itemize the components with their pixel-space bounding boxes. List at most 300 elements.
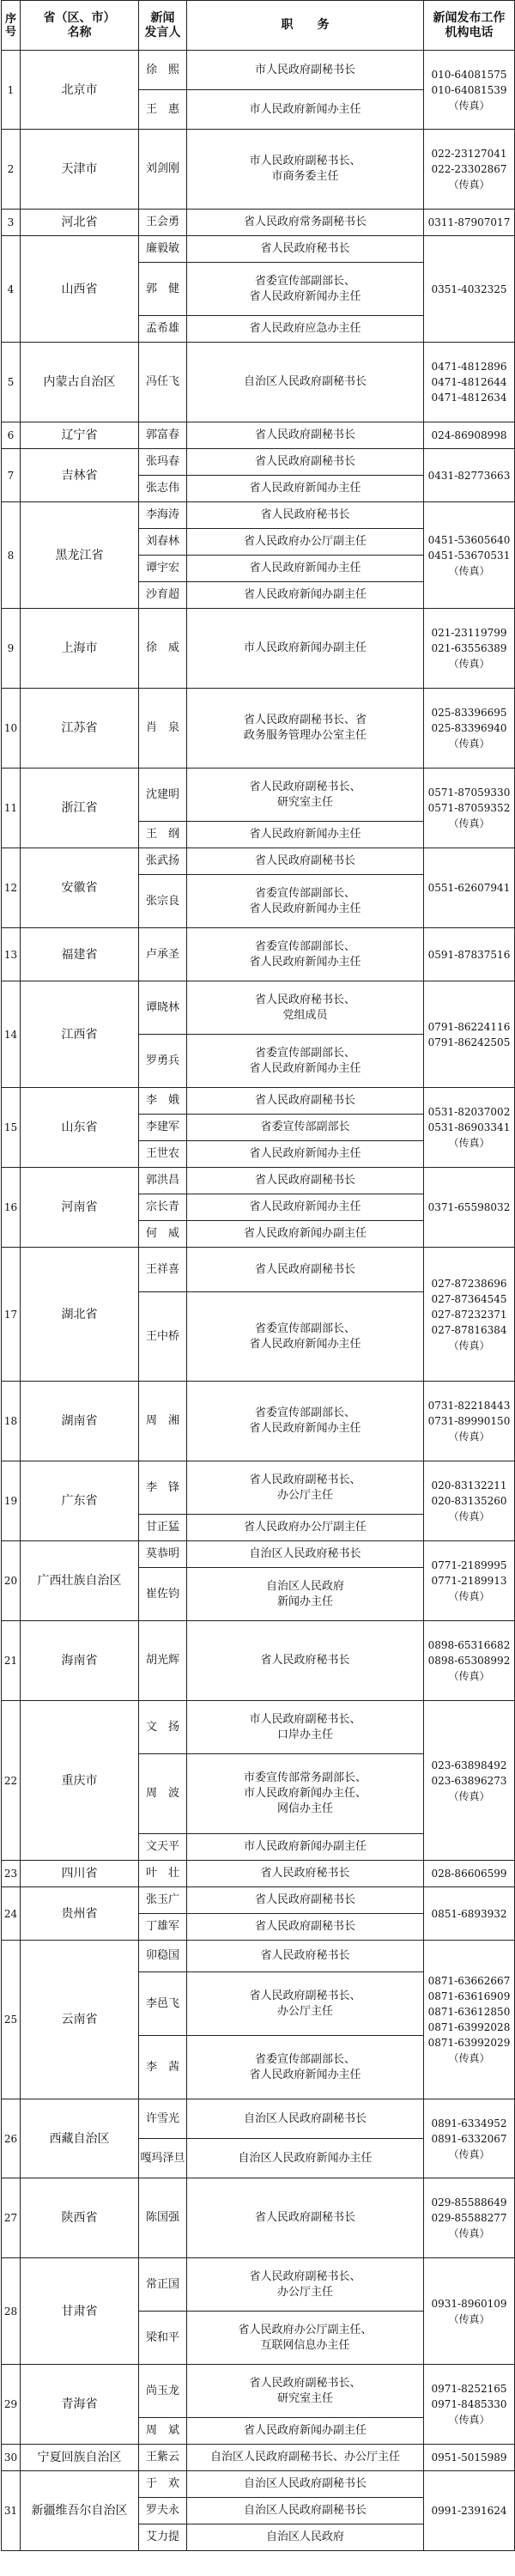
province-name: 海南省: [21, 1621, 139, 1701]
spokesperson-name: 莫恭明: [139, 1541, 187, 1568]
duty-line: 自治区人民政府: [265, 1579, 344, 1593]
phone-cell: [424, 422, 515, 449]
phone-number: 0851-6893932: [431, 1907, 507, 1920]
spokesperson-name: 崔佐钧: [139, 1568, 187, 1621]
duty-cell: [187, 1834, 424, 1861]
duty-line: 省人民政府副秘书长: [254, 1920, 355, 1933]
phone-number: 0591-87837516: [427, 948, 511, 961]
spokesperson-name: 王祥喜: [139, 1248, 187, 1292]
phone-cell: [424, 1541, 515, 1621]
duty-cell: [187, 556, 424, 582]
province-name: 辽宁省: [21, 422, 139, 449]
duty-cell: [187, 1221, 424, 1248]
header-duty: 职 务: [187, 1, 424, 51]
duty-line: 省人民政府办公厅副主任、: [238, 2323, 373, 2336]
duty-cell: [187, 2258, 424, 2312]
duty-line: 自治区人民政府副秘书长: [243, 2477, 367, 2490]
province-name: 山东省: [21, 1088, 139, 1168]
spokesperson-name: 郭洪昌: [139, 1168, 187, 1194]
phone-number: 0951-5015989: [431, 2451, 507, 2464]
duty-cell: [187, 316, 424, 343]
spokesperson-table: [1, 0, 515, 2551]
row-number: 20: [2, 1541, 21, 1621]
fax-label: （传真）: [448, 2052, 490, 2064]
spokesperson-name: 徐 威: [139, 609, 187, 689]
fax-label: （传真）: [448, 2312, 490, 2325]
province-name: 西藏自治区: [21, 2099, 139, 2178]
duty-cell: [187, 130, 424, 210]
phone-number: 0571-87059330: [427, 787, 511, 799]
phone-number: 0471-4812634: [431, 392, 507, 404]
phone-number: 025-83396940: [431, 722, 507, 734]
duty-cell: [187, 1088, 424, 1115]
fax-label: （传真）: [448, 1339, 490, 1352]
phone-cell: [424, 609, 515, 689]
duty-cell: [187, 609, 424, 689]
row-number: 13: [2, 928, 21, 981]
header-phone: [424, 1, 515, 51]
province-name: 河北省: [21, 210, 139, 236]
duty-line: 自治区人民政府副秘书长: [243, 2504, 367, 2517]
fax-label: （传真）: [448, 817, 490, 829]
duty-line: 自治区人民政府副秘书长: [243, 375, 367, 388]
table-row: [2, 769, 515, 822]
duty-cell: [187, 848, 424, 875]
province-name: 广西壮族自治区: [21, 1541, 139, 1621]
phone-number: 0471-4812896: [431, 361, 507, 373]
duty-cell: [187, 1141, 424, 1168]
duty-cell: [187, 1621, 424, 1701]
spokesperson-name: 文 扬: [139, 1701, 187, 1754]
duty-cell: [187, 2471, 424, 2498]
table-row: [2, 422, 515, 449]
duty-line: 市人民政府新闻办主任、: [243, 1787, 367, 1800]
spokesperson-name: 李邑飞: [139, 1972, 187, 2036]
phone-cell: [424, 1168, 515, 1248]
phone-number: 027-87364545: [431, 1292, 507, 1305]
duty-cell: [187, 2178, 424, 2258]
table-row: [2, 2471, 515, 2498]
duty-cell: [187, 875, 424, 928]
phone-cell: [424, 51, 515, 130]
header-spokesperson-line1: 新闻: [150, 10, 175, 25]
duty-line: 省人民政府秘书长: [260, 242, 350, 255]
fax-label: （传真）: [448, 179, 490, 191]
fax-label: （传真）: [448, 658, 490, 670]
spokesperson-name: 沙育超: [139, 582, 187, 609]
phone-number: 022-23302867: [431, 163, 507, 175]
phone-cell: [424, 1461, 515, 1541]
duty-line: 口岸办主任: [276, 1728, 333, 1741]
phone-number: 0731-89990150: [427, 1415, 511, 1427]
row-number: 19: [2, 1461, 21, 1541]
table-row: [2, 1701, 515, 1754]
province-name: 湖北省: [21, 1248, 139, 1382]
row-number: 21: [2, 1621, 21, 1701]
duty-cell: [187, 343, 424, 422]
header-spokesperson: [139, 1, 187, 51]
header-phone-line1: 新闻发布工作: [433, 10, 506, 25]
row-number: 31: [2, 2471, 21, 2551]
duty-line: 市人民政府新闻办副主任: [243, 641, 367, 654]
table-row: [2, 689, 515, 769]
province-name: 山西省: [21, 236, 139, 343]
duty-line: 省人民政府常务副秘书长: [243, 216, 367, 228]
province-name: 贵州省: [21, 1887, 139, 1941]
duty-line: 省人民政府新闻办主任: [249, 482, 361, 495]
row-number: 14: [2, 981, 21, 1088]
row-number: 6: [2, 422, 21, 449]
duty-cell: [187, 689, 424, 769]
duty-line: 市人民政府副秘书长、: [249, 1712, 361, 1726]
duty-line: 省人民政府副秘书长: [254, 428, 355, 441]
row-number: 30: [2, 2445, 21, 2471]
table-row: [2, 1541, 515, 1568]
province-name: 天津市: [21, 130, 139, 210]
province-name: 福建省: [21, 928, 139, 981]
row-number: 17: [2, 1248, 21, 1382]
row-number: 2: [2, 130, 21, 210]
table-row: [2, 1382, 515, 1461]
duty-line: 政务服务管理办公室主任: [243, 729, 367, 742]
duty-cell: [187, 1115, 424, 1141]
duty-line: 省人民政府副秘书长: [254, 2211, 355, 2224]
spokesperson-name: 王 惠: [139, 90, 187, 130]
spokesperson-name: 肖 泉: [139, 689, 187, 769]
spokesperson-name: 冯任飞: [139, 343, 187, 422]
phone-cell: [424, 1382, 515, 1461]
duty-line: 党组成员: [282, 1008, 328, 1022]
spokesperson-name: 卯稳国: [139, 1941, 187, 1972]
duty-line: 新闻办主任: [276, 1595, 333, 1608]
duty-cell: [187, 1754, 424, 1834]
table-row: [2, 928, 515, 981]
duty-cell: [187, 1292, 424, 1382]
phone-number: 0531-86903341: [427, 1121, 511, 1133]
phone-number: 0898-65308992: [427, 1655, 511, 1667]
phone-number: 027-87816384: [431, 1323, 507, 1336]
spokesperson-table-page: [1, 0, 514, 2576]
duty-cell: [187, 502, 424, 529]
fax-label: （传真）: [448, 1137, 490, 1149]
province-name: 江苏省: [21, 689, 139, 769]
spokesperson-name: 王会勇: [139, 210, 187, 236]
row-number: 5: [2, 343, 21, 422]
row-number: 4: [2, 236, 21, 343]
province-name: 黑龙江省: [21, 502, 139, 609]
duty-line: 省人民政府新闻办主任: [249, 955, 361, 969]
phone-number: 0971-8485330: [431, 2398, 507, 2410]
duty-line: 省人民政府新闻办主任: [249, 1337, 361, 1351]
phone-number: 0451-53605640: [427, 533, 511, 546]
duty-line: 省委宣传部副部长: [260, 1121, 350, 1133]
duty-line: 省人民政府副秘书长、: [249, 1989, 361, 2002]
duty-line: 省人民政府新闻办主任: [249, 902, 361, 915]
spokesperson-name: 文天平: [139, 1834, 187, 1861]
province-name: 陕西省: [21, 2178, 139, 2258]
phone-number: 0451-53670531: [427, 549, 511, 562]
table-row: [2, 1248, 515, 1292]
table-row: [2, 2445, 515, 2471]
duty-cell: [187, 1382, 424, 1461]
row-number: 18: [2, 1382, 21, 1461]
duty-line: 自治区人民政府秘书长: [249, 1547, 361, 1560]
duty-line: 省人民政府副秘书长: [254, 1174, 355, 1187]
duty-line: 省人民政府新闻办副主任: [243, 2424, 367, 2437]
duty-cell: [187, 236, 424, 263]
spokesperson-name: 罗勇兵: [139, 1035, 187, 1088]
phone-number: 0551-62607941: [427, 882, 511, 894]
table-row: [2, 1861, 515, 1887]
phone-number: 0971-8252165: [431, 2383, 507, 2395]
phone-cell: [424, 2178, 515, 2258]
duty-line: 省委宣传部副部长、: [254, 2052, 355, 2066]
spokesperson-name: 刘剑刚: [139, 130, 187, 210]
duty-cell: [187, 2312, 424, 2365]
spokesperson-name: 谭晓林: [139, 981, 187, 1035]
duty-line: 研究室主任: [276, 2391, 333, 2405]
row-number: 25: [2, 1941, 21, 2099]
duty-cell: [187, 1914, 424, 1941]
duty-cell: [187, 2365, 424, 2418]
duty-line: 省委宣传部副部长、: [254, 1321, 355, 1335]
row-number: 9: [2, 609, 21, 689]
spokesperson-name: 李 茜: [139, 2036, 187, 2099]
duty-cell: [187, 1248, 424, 1292]
fax-label: （传真）: [448, 99, 490, 112]
phone-cell: [424, 210, 515, 236]
phone-cell: [424, 1088, 515, 1168]
duty-line: 自治区人民政府副秘书长: [243, 2111, 367, 2125]
header-row: [2, 1, 515, 51]
table-row: [2, 449, 515, 476]
phone-cell: [424, 2471, 515, 2551]
phone-number: 028-86606599: [431, 1868, 507, 1880]
duty-line: 省人民政府新闻办主任: [249, 289, 361, 303]
table-row: [2, 343, 515, 422]
province-name: 吉林省: [21, 449, 139, 502]
duty-line: 办公厅主任: [276, 2004, 333, 2018]
duty-line: 省人民政府副秘书长: [254, 1893, 355, 1906]
duty-line: 省人民政府秘书长: [260, 1654, 350, 1667]
spokesperson-name: 徐 熙: [139, 51, 187, 90]
phone-number: 0791-86224116: [427, 1020, 511, 1033]
spokesperson-name: 沈建明: [139, 769, 187, 822]
table-row: [2, 1941, 515, 1972]
fax-label: （传真）: [448, 1510, 490, 1522]
duty-cell: [187, 928, 424, 981]
row-number: 24: [2, 1887, 21, 1941]
duty-line: 省人民政府应急办主任: [249, 322, 361, 335]
duty-line: 自治区人民政府: [265, 2530, 344, 2543]
header-seq: 序号: [2, 1, 21, 51]
phone-number: 0871-63612850: [427, 2006, 511, 2018]
phone-number: 0898-65316682: [427, 1639, 511, 1651]
phone-number: 027-87238696: [431, 1277, 507, 1290]
phone-cell: [424, 1701, 515, 1861]
phone-cell: [424, 1941, 515, 2099]
spokesperson-name: 宗长青: [139, 1194, 187, 1221]
row-number: 26: [2, 2099, 21, 2178]
table-row: [2, 2258, 515, 2312]
phone-number: 0571-87059352: [427, 802, 511, 814]
phone-number: 0791-86242505: [427, 1036, 511, 1048]
phone-number: 0351-4032325: [431, 283, 507, 295]
spokesperson-name: 陈国强: [139, 2178, 187, 2258]
duty-cell: [187, 2099, 424, 2139]
province-name: 安徽省: [21, 848, 139, 928]
duty-cell: [187, 2498, 424, 2524]
province-name: 湖南省: [21, 1382, 139, 1461]
phone-number: 0891-6332067: [431, 2132, 507, 2145]
spokesperson-name: 周 波: [139, 1754, 187, 1834]
duty-cell: [187, 476, 424, 502]
phone-number: 023-63898492: [431, 1759, 507, 1771]
table-row: [2, 130, 515, 210]
row-number: 22: [2, 1701, 21, 1861]
duty-line: 省人民政府副秘书长: [254, 1094, 355, 1107]
table-row: [2, 2099, 515, 2139]
duty-cell: [187, 1701, 424, 1754]
duty-line: 省人民政府新闻办主任: [249, 2068, 361, 2081]
spokesperson-name: 周 湘: [139, 1382, 187, 1461]
row-number: 3: [2, 210, 21, 236]
header-phone-line2: 机构电话: [445, 25, 494, 39]
duty-cell: [187, 210, 424, 236]
duty-cell: [187, 822, 424, 848]
phone-cell: [424, 1861, 515, 1887]
row-number: 15: [2, 1088, 21, 1168]
table-row: [2, 609, 515, 689]
duty-line: 市人民政府新闻办副主任: [243, 1840, 367, 1853]
duty-line: 省人民政府新闻办主任: [249, 828, 361, 841]
spokesperson-name: 胡光辉: [139, 1621, 187, 1701]
province-name: 四川省: [21, 1861, 139, 1887]
phone-cell: [424, 130, 515, 210]
spokesperson-name: 王世农: [139, 1141, 187, 1168]
phone-number: 010-64081539: [431, 83, 507, 96]
province-name: 内蒙古自治区: [21, 343, 139, 422]
spokesperson-name: 常正国: [139, 2258, 187, 2312]
spokesperson-name: 郭 健: [139, 263, 187, 316]
duty-cell: [187, 1035, 424, 1088]
spokesperson-name: 艾力提: [139, 2524, 187, 2551]
table-row: [2, 236, 515, 263]
duty-line: 市委宣传部常务副部长、: [243, 1771, 367, 1784]
duty-line: 省人民政府副秘书长: [254, 854, 355, 867]
duty-line: 市人民政府副秘书长: [254, 63, 355, 76]
duty-line: 省人民政府副秘书长: [254, 455, 355, 468]
province-name: 北京市: [21, 51, 139, 130]
spokesperson-name: 张玉广: [139, 1887, 187, 1914]
row-number: 23: [2, 1861, 21, 1887]
phone-number: 0931-8960109: [431, 2297, 507, 2310]
duty-line: 省人民政府办公厅副主任: [243, 1521, 367, 1534]
fax-label: （传真）: [448, 1431, 490, 1443]
spokesperson-name: 张武扬: [139, 848, 187, 875]
duty-cell: [187, 2418, 424, 2445]
duty-line: 省人民政府新闻办主任: [249, 1422, 361, 1435]
table-row: [2, 51, 515, 90]
duty-cell: [187, 1461, 424, 1515]
duty-line: 省人民政府新闻办主任: [249, 562, 361, 574]
row-number: 28: [2, 2258, 21, 2365]
phone-cell: [424, 2445, 515, 2471]
duty-line: 省委宣传部副部长、: [254, 886, 355, 900]
phone-number: 0771-2189913: [431, 1575, 507, 1587]
fax-label: （传真）: [448, 1670, 490, 1682]
duty-line: 省委宣传部副部长、: [254, 939, 355, 953]
spokesperson-name: 尚玉龙: [139, 2365, 187, 2418]
fax-label: （传真）: [448, 2227, 490, 2239]
fax-label: （传真）: [448, 738, 490, 750]
phone-number: 0431-82773663: [427, 469, 511, 482]
fax-label: （传真）: [448, 2148, 490, 2160]
duty-line: 省人民政府副秘书长: [254, 1262, 355, 1276]
phone-cell: [424, 689, 515, 769]
table-row: [2, 1088, 515, 1115]
row-number: 12: [2, 848, 21, 928]
duty-line: 省人民政府副秘书长、: [249, 2269, 361, 2283]
duty-cell: [187, 1194, 424, 1221]
duty-line: 省人民政府副秘书长、省: [243, 714, 367, 726]
province-name: 宁夏回族自治区: [21, 2445, 139, 2471]
phone-cell: [424, 1248, 515, 1382]
duty-line: 互联网信息办主任: [260, 2338, 350, 2352]
duty-cell: [187, 1887, 424, 1914]
header-spokesperson-line2: 发言人: [144, 25, 181, 39]
table-body: [2, 51, 515, 2551]
spokesperson-name: 张志伟: [139, 476, 187, 502]
duty-line: 省委宣传部副部长、: [254, 1046, 355, 1060]
spokesperson-name: 刘春林: [139, 529, 187, 556]
phone-cell: [424, 1887, 515, 1941]
row-number: 1: [2, 51, 21, 130]
duty-cell: [187, 1541, 424, 1568]
province-name: 江西省: [21, 981, 139, 1088]
spokesperson-name: 嘎玛泽旦: [139, 2139, 187, 2178]
spokesperson-name: 郭富春: [139, 422, 187, 449]
duty-line: 办公厅主任: [276, 2285, 333, 2299]
phone-number: 022-23127041: [431, 148, 507, 160]
duty-cell: [187, 2524, 424, 2551]
phone-number: 0991-2391624: [431, 2505, 507, 2517]
duty-cell: [187, 981, 424, 1035]
row-number: 27: [2, 2178, 21, 2258]
phone-number: 021-63556389: [431, 642, 507, 654]
phone-number: 0871-63992029: [427, 2037, 511, 2049]
duty-line: 省人民政府秘书长: [260, 1867, 350, 1880]
phone-cell: [424, 769, 515, 848]
province-name: 云南省: [21, 1941, 139, 2099]
phone-cell: [424, 848, 515, 928]
phone-number: 0471-4812644: [431, 376, 507, 388]
phone-cell: [424, 2258, 515, 2365]
duty-cell: [187, 90, 424, 130]
duty-line: 省人民政府秘书长: [260, 1949, 350, 1962]
spokesperson-name: 周 斌: [139, 2418, 187, 2445]
row-number: 16: [2, 1168, 21, 1248]
duty-line: 省人民政府新闻办主任: [249, 1147, 361, 1160]
phone-cell: [424, 1621, 515, 1701]
province-name: 甘肃省: [21, 2258, 139, 2365]
phone-cell: [424, 502, 515, 609]
phone-number: 025-83396695: [431, 707, 507, 719]
duty-cell: [187, 1168, 424, 1194]
phone-number: 0531-82037002: [427, 1106, 511, 1118]
province-name: 河南省: [21, 1168, 139, 1248]
phone-number: 0871-63616909: [427, 1990, 511, 2002]
